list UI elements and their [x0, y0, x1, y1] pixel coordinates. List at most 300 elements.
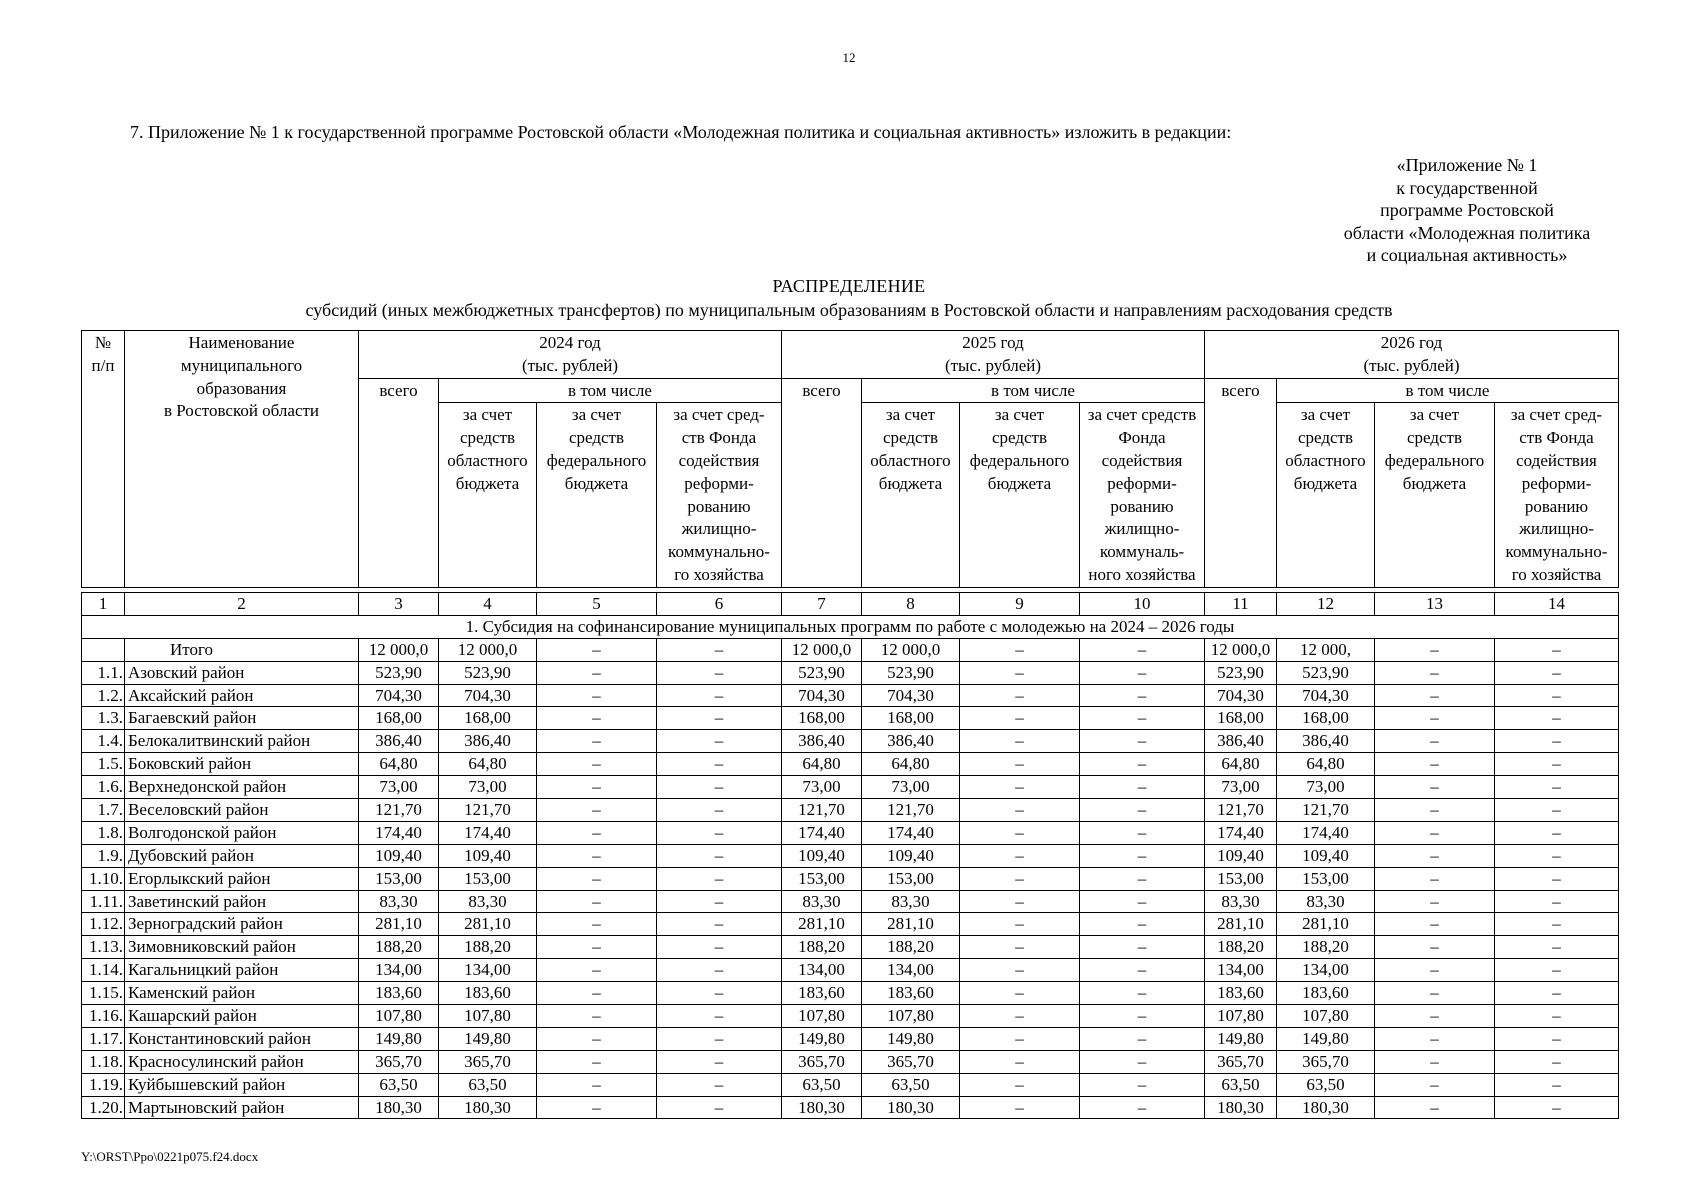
amount-cell: 281,10: [782, 913, 862, 936]
dash-cell: –: [537, 1096, 657, 1119]
amount-cell: 188,20: [782, 936, 862, 959]
amount-cell: 174,40: [1277, 821, 1375, 844]
dash-cell: –: [1375, 753, 1495, 776]
amount-cell: 168,00: [439, 707, 537, 730]
dash-cell: –: [1495, 982, 1619, 1005]
dash-cell: –: [537, 867, 657, 890]
amount-cell: 183,60: [1277, 982, 1375, 1005]
dash-cell: –: [537, 707, 657, 730]
row-code: 1.19.: [82, 1073, 125, 1096]
total-value: –: [1080, 638, 1205, 661]
dash-cell: –: [960, 913, 1080, 936]
amount-cell: 109,40: [782, 844, 862, 867]
dash-cell: –: [657, 707, 782, 730]
amount-cell: 188,20: [439, 936, 537, 959]
section-row: [82, 615, 1619, 638]
dash-cell: –: [960, 799, 1080, 822]
column-number: 2: [125, 593, 359, 616]
amount-cell: 149,80: [1277, 1027, 1375, 1050]
dash-cell: –: [657, 730, 782, 753]
dash-cell: –: [1080, 890, 1205, 913]
amount-cell: 174,40: [782, 821, 862, 844]
total-value: –: [1375, 638, 1495, 661]
amount-cell: 83,30: [359, 890, 439, 913]
dash-cell: –: [1080, 821, 1205, 844]
dash-cell: –: [657, 1027, 782, 1050]
amount-cell: 149,80: [862, 1027, 960, 1050]
amount-cell: 64,80: [1277, 753, 1375, 776]
amount-cell: 153,00: [782, 867, 862, 890]
dash-cell: –: [1080, 844, 1205, 867]
amount-cell: 64,80: [439, 753, 537, 776]
table-row: [82, 867, 1619, 890]
table-row: [82, 799, 1619, 822]
amount-cell: 281,10: [862, 913, 960, 936]
dash-cell: –: [537, 821, 657, 844]
amount-cell: 73,00: [359, 776, 439, 799]
amount-cell: 134,00: [1205, 959, 1277, 982]
amount-cell: 386,40: [359, 730, 439, 753]
row-code: 1.2.: [82, 684, 125, 707]
amount-cell: 704,30: [359, 684, 439, 707]
total-value: 12 000,0: [1205, 638, 1277, 661]
amount-cell: 121,70: [1205, 799, 1277, 822]
amount-cell: 365,70: [782, 1050, 862, 1073]
header-federal: за счет средств федерального бюджета: [1375, 403, 1495, 587]
amount-cell: 149,80: [359, 1027, 439, 1050]
amount-cell: 386,40: [862, 730, 960, 753]
dash-cell: –: [657, 684, 782, 707]
intro-paragraph: 7. Приложение № 1 к государственной программе Ростовской области «Молодежная политика и социальная активность» изложить в редакции:: [130, 122, 1232, 142]
dash-cell: –: [1080, 1050, 1205, 1073]
amount-cell: 365,70: [862, 1050, 960, 1073]
total-value: 12 000,0: [782, 638, 862, 661]
amount-cell: 63,50: [439, 1073, 537, 1096]
dash-cell: –: [960, 661, 1080, 684]
amount-cell: 365,70: [439, 1050, 537, 1073]
total-value: –: [960, 638, 1080, 661]
dash-cell: –: [1495, 959, 1619, 982]
dash-cell: –: [1495, 661, 1619, 684]
dash-cell: –: [657, 1096, 782, 1119]
amount-cell: 523,90: [359, 661, 439, 684]
amount-cell: 109,40: [439, 844, 537, 867]
amount-cell: 188,20: [359, 936, 439, 959]
dash-cell: –: [960, 1027, 1080, 1050]
amount-cell: 121,70: [359, 799, 439, 822]
dash-cell: –: [1495, 707, 1619, 730]
amount-cell: 121,70: [782, 799, 862, 822]
dash-cell: –: [960, 1005, 1080, 1028]
dash-cell: –: [960, 707, 1080, 730]
header-including: в том числе: [1277, 378, 1619, 403]
dash-cell: –: [960, 684, 1080, 707]
amount-cell: 386,40: [439, 730, 537, 753]
row-name: Верхнедонской район: [125, 776, 359, 799]
dash-cell: –: [1495, 1050, 1619, 1073]
dash-cell: –: [1495, 684, 1619, 707]
amount-cell: 73,00: [439, 776, 537, 799]
header-table: [81, 330, 1619, 588]
amount-cell: 83,30: [782, 890, 862, 913]
dash-cell: –: [537, 890, 657, 913]
table-row: [82, 1096, 1619, 1119]
amount-cell: 109,40: [359, 844, 439, 867]
amount-cell: 153,00: [359, 867, 439, 890]
amount-cell: 188,20: [862, 936, 960, 959]
amount-cell: 83,30: [439, 890, 537, 913]
dash-cell: –: [1080, 913, 1205, 936]
dash-cell: –: [537, 844, 657, 867]
appendix-line: к государственной: [1396, 177, 1538, 198]
header-total: всего: [359, 378, 439, 587]
dash-cell: –: [1080, 936, 1205, 959]
row-code: 1.6.: [82, 776, 125, 799]
dash-cell: –: [960, 753, 1080, 776]
amount-cell: 523,90: [862, 661, 960, 684]
amount-cell: 183,60: [1205, 982, 1277, 1005]
dash-cell: –: [1080, 661, 1205, 684]
column-number: 4: [439, 593, 537, 616]
dash-cell: –: [657, 1073, 782, 1096]
footer-file-path: Y:\ORST\Ppo\0221p075.f24.docx: [81, 1149, 259, 1164]
page-number: 12: [842, 50, 856, 65]
table-row: [82, 936, 1619, 959]
table-row: [82, 913, 1619, 936]
amount-cell: 83,30: [862, 890, 960, 913]
row-name: Кагальницкий район: [125, 959, 359, 982]
row-code: 1.11.: [82, 890, 125, 913]
row-code: 1.8.: [82, 821, 125, 844]
amount-cell: 523,90: [439, 661, 537, 684]
table-row: [82, 707, 1619, 730]
total-value: –: [537, 638, 657, 661]
appendix-line: «Приложение № 1: [1396, 155, 1538, 175]
amount-cell: 63,50: [359, 1073, 439, 1096]
dash-cell: –: [1375, 821, 1495, 844]
dash-cell: –: [657, 821, 782, 844]
amount-cell: 168,00: [359, 707, 439, 730]
amount-cell: 386,40: [782, 730, 862, 753]
appendix-line: и социальная активность»: [1366, 245, 1568, 265]
header-year-2025: 2025 год (тыс. рублей): [782, 331, 1205, 379]
dash-cell: –: [537, 753, 657, 776]
total-value: 12 000,0: [359, 638, 439, 661]
dash-cell: –: [1495, 890, 1619, 913]
amount-cell: 73,00: [1277, 776, 1375, 799]
dash-cell: –: [1080, 707, 1205, 730]
amount-cell: 386,40: [1277, 730, 1375, 753]
dash-cell: –: [960, 1050, 1080, 1073]
dash-cell: –: [1080, 684, 1205, 707]
dash-cell: –: [1375, 1096, 1495, 1119]
row-name: Белокалитвинский район: [125, 730, 359, 753]
amount-cell: 523,90: [1277, 661, 1375, 684]
header-num: № п/п: [82, 331, 125, 588]
dash-cell: –: [1375, 1027, 1495, 1050]
amount-cell: 134,00: [782, 959, 862, 982]
dash-cell: –: [1375, 844, 1495, 867]
dash-cell: –: [960, 821, 1080, 844]
dash-cell: –: [1495, 1005, 1619, 1028]
amount-cell: 183,60: [439, 982, 537, 1005]
header-year-2026: 2026 год (тыс. рублей): [1205, 331, 1619, 379]
row-name: Багаевский район: [125, 707, 359, 730]
amount-cell: 63,50: [1205, 1073, 1277, 1096]
row-code: 1.7.: [82, 799, 125, 822]
amount-cell: 174,40: [439, 821, 537, 844]
table-row: [82, 776, 1619, 799]
dash-cell: –: [537, 1050, 657, 1073]
row-code: 1.1.: [82, 661, 125, 684]
amount-cell: 149,80: [439, 1027, 537, 1050]
dash-cell: –: [1080, 1096, 1205, 1119]
dash-cell: –: [1375, 936, 1495, 959]
amount-cell: 168,00: [862, 707, 960, 730]
column-number: 7: [782, 593, 862, 616]
dash-cell: –: [537, 661, 657, 684]
total-code: [82, 638, 125, 661]
row-code: 1.5.: [82, 753, 125, 776]
appendix-reference: [1317, 154, 1617, 267]
row-name: Красносулинский район: [125, 1050, 359, 1073]
dash-cell: –: [960, 959, 1080, 982]
amount-cell: 174,40: [862, 821, 960, 844]
dash-cell: –: [1495, 913, 1619, 936]
amount-cell: 83,30: [1277, 890, 1375, 913]
dash-cell: –: [537, 776, 657, 799]
row-name: Куйбышевский район: [125, 1073, 359, 1096]
amount-cell: 64,80: [359, 753, 439, 776]
dash-cell: –: [1375, 982, 1495, 1005]
amount-cell: 73,00: [782, 776, 862, 799]
row-code: 1.12.: [82, 913, 125, 936]
amount-cell: 63,50: [782, 1073, 862, 1096]
amount-cell: 188,20: [1205, 936, 1277, 959]
amount-cell: 180,30: [862, 1096, 960, 1119]
dash-cell: –: [1375, 890, 1495, 913]
dash-cell: –: [1080, 799, 1205, 822]
row-name: Мартыновский район: [125, 1096, 359, 1119]
amount-cell: 281,10: [439, 913, 537, 936]
amount-cell: 180,30: [1277, 1096, 1375, 1119]
row-name: Константиновский район: [125, 1027, 359, 1050]
header-including: в том числе: [862, 378, 1205, 403]
amount-cell: 281,10: [359, 913, 439, 936]
amount-cell: 149,80: [782, 1027, 862, 1050]
amount-cell: 180,30: [1205, 1096, 1277, 1119]
dash-cell: –: [1495, 799, 1619, 822]
amount-cell: 109,40: [1277, 844, 1375, 867]
dash-cell: –: [1080, 776, 1205, 799]
row-code: 1.20.: [82, 1096, 125, 1119]
amount-cell: 153,00: [1205, 867, 1277, 890]
row-name: Дубовский район: [125, 844, 359, 867]
amount-cell: 64,80: [782, 753, 862, 776]
header-total: всего: [782, 378, 862, 587]
dash-cell: –: [657, 753, 782, 776]
column-number: 6: [657, 593, 782, 616]
header-regional: за счет средств областного бюджета: [439, 403, 537, 587]
amount-cell: 523,90: [1205, 661, 1277, 684]
dash-cell: –: [1080, 753, 1205, 776]
dash-cell: –: [1080, 959, 1205, 982]
amount-cell: 73,00: [1205, 776, 1277, 799]
total-value: –: [657, 638, 782, 661]
dash-cell: –: [1495, 776, 1619, 799]
amount-cell: 183,60: [782, 982, 862, 1005]
amount-cell: 281,10: [1277, 913, 1375, 936]
amount-cell: 121,70: [862, 799, 960, 822]
column-number: 13: [1375, 593, 1495, 616]
dash-cell: –: [537, 959, 657, 982]
dash-cell: –: [657, 1050, 782, 1073]
amount-cell: 180,30: [782, 1096, 862, 1119]
amount-cell: 704,30: [1277, 684, 1375, 707]
amount-cell: 183,60: [359, 982, 439, 1005]
row-code: 1.14.: [82, 959, 125, 982]
table-row: [82, 730, 1619, 753]
amount-cell: 73,00: [862, 776, 960, 799]
dash-cell: –: [960, 776, 1080, 799]
dash-cell: –: [1080, 1027, 1205, 1050]
amount-cell: 365,70: [359, 1050, 439, 1073]
table-row: [82, 959, 1619, 982]
amount-cell: 121,70: [1277, 799, 1375, 822]
dash-cell: –: [1375, 707, 1495, 730]
dash-cell: –: [657, 661, 782, 684]
total-value: –: [1495, 638, 1619, 661]
row-code: 1.3.: [82, 707, 125, 730]
header-including: в том числе: [439, 378, 782, 403]
dash-cell: –: [537, 1005, 657, 1028]
row-code: 1.18.: [82, 1050, 125, 1073]
total-row: [82, 638, 1619, 661]
amount-cell: 174,40: [359, 821, 439, 844]
column-number: 14: [1495, 593, 1619, 616]
amount-cell: 180,30: [359, 1096, 439, 1119]
column-number: 5: [537, 593, 657, 616]
amount-cell: 386,40: [1205, 730, 1277, 753]
row-code: 1.15.: [82, 982, 125, 1005]
column-number: 11: [1205, 593, 1277, 616]
column-number: 1: [82, 593, 125, 616]
dash-cell: –: [1375, 730, 1495, 753]
dash-cell: –: [657, 982, 782, 1005]
dash-cell: –: [960, 936, 1080, 959]
dash-cell: –: [960, 1096, 1080, 1119]
dash-cell: –: [1080, 1005, 1205, 1028]
total-value: 12 000,0: [862, 638, 960, 661]
amount-cell: 704,30: [439, 684, 537, 707]
row-name: Аксайский район: [125, 684, 359, 707]
amount-cell: 523,90: [782, 661, 862, 684]
dash-cell: –: [657, 890, 782, 913]
dash-cell: –: [1375, 1050, 1495, 1073]
row-name: Заветинский район: [125, 890, 359, 913]
header-total: всего: [1205, 378, 1277, 587]
amount-cell: 180,30: [439, 1096, 537, 1119]
table-row: [82, 1050, 1619, 1073]
amount-cell: 109,40: [1205, 844, 1277, 867]
dash-cell: –: [960, 867, 1080, 890]
row-name: Егорлыкский район: [125, 867, 359, 890]
row-name: Азовский район: [125, 661, 359, 684]
amount-cell: 134,00: [1277, 959, 1375, 982]
column-numbers-row: [82, 593, 1619, 616]
amount-cell: 107,80: [1205, 1005, 1277, 1028]
dash-cell: –: [537, 730, 657, 753]
header-federal: за счет средств федерального бюджета: [960, 403, 1080, 587]
row-code: 1.4.: [82, 730, 125, 753]
dash-cell: –: [960, 844, 1080, 867]
section-title: 1. Субсидия на софинансирование муниципальных программ по работе с молодежью на 2024 – 2026 годы: [82, 615, 1619, 638]
amount-cell: 107,80: [782, 1005, 862, 1028]
dash-cell: –: [960, 890, 1080, 913]
dash-cell: –: [960, 1073, 1080, 1096]
dash-cell: –: [657, 913, 782, 936]
table-row: [82, 661, 1619, 684]
header-fund: за счет средств Фонда содействия реформи- рованию жилищно- коммуналь- ного хозяйства: [1080, 403, 1205, 587]
dash-cell: –: [960, 730, 1080, 753]
amount-cell: 107,80: [439, 1005, 537, 1028]
amount-cell: 64,80: [862, 753, 960, 776]
row-code: 1.13.: [82, 936, 125, 959]
dash-cell: –: [1080, 730, 1205, 753]
dash-cell: –: [1495, 730, 1619, 753]
header-year-2024: 2024 год (тыс. рублей): [359, 331, 782, 379]
dash-cell: –: [1375, 661, 1495, 684]
dash-cell: –: [1375, 684, 1495, 707]
dash-cell: –: [1495, 1096, 1619, 1119]
amount-cell: 188,20: [1277, 936, 1375, 959]
table-row: [82, 982, 1619, 1005]
amount-cell: 107,80: [1277, 1005, 1375, 1028]
row-name: Зимовниковский район: [125, 936, 359, 959]
dash-cell: –: [657, 867, 782, 890]
amount-cell: 134,00: [439, 959, 537, 982]
amount-cell: 183,60: [862, 982, 960, 1005]
column-number: 10: [1080, 593, 1205, 616]
dash-cell: –: [1495, 1027, 1619, 1050]
amount-cell: 63,50: [862, 1073, 960, 1096]
table-row: [82, 890, 1619, 913]
table-row: [82, 844, 1619, 867]
amount-cell: 704,30: [782, 684, 862, 707]
amount-cell: 107,80: [359, 1005, 439, 1028]
dash-cell: –: [537, 1073, 657, 1096]
table-row: [82, 1005, 1619, 1028]
header-regional: за счет средств областного бюджета: [862, 403, 960, 587]
dash-cell: –: [657, 1005, 782, 1028]
dash-cell: –: [1375, 776, 1495, 799]
appendix-line: программе Ростовской: [1380, 200, 1554, 220]
table-row: [82, 1073, 1619, 1096]
header-regional: за счет средств областного бюджета: [1277, 403, 1375, 587]
amount-cell: 704,30: [862, 684, 960, 707]
table-row: [82, 821, 1619, 844]
amount-cell: 174,40: [1205, 821, 1277, 844]
document-subtitle: субсидий (иных межбюджетных трансфертов) по муниципальным образованиям в Ростовской области и направлениям расходования средств: [305, 300, 1393, 320]
row-code: 1.10.: [82, 867, 125, 890]
dash-cell: –: [537, 913, 657, 936]
dash-cell: –: [1495, 1073, 1619, 1096]
dash-cell: –: [1375, 913, 1495, 936]
dash-cell: –: [537, 936, 657, 959]
amount-cell: 109,40: [862, 844, 960, 867]
row-name: Каменский район: [125, 982, 359, 1005]
row-code: 1.17.: [82, 1027, 125, 1050]
